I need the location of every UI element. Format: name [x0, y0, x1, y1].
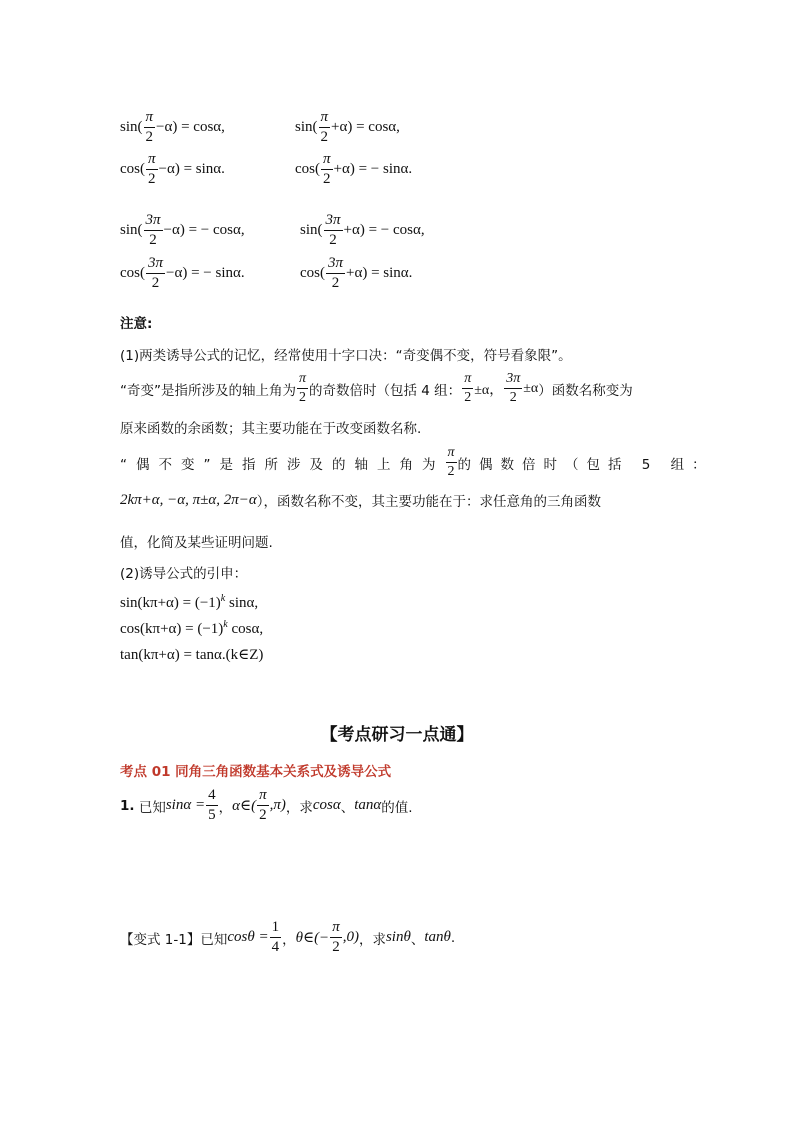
math-text: ±α: [523, 380, 539, 396]
fraction: $\frac{3\pi}{2}$: [506, 371, 521, 405]
formula-text: sin(: [120, 222, 143, 238]
formula-cos-3half-pi-plus: [300, 256, 412, 291]
formula-sin-3half-pi-minus: [120, 213, 245, 248]
text: 的偶数倍时（包括 5 组：: [457, 456, 714, 473]
formula-text: +α) = cosα,: [331, 119, 400, 135]
note-paragraph-4: [120, 445, 714, 479]
note-paragraph-2: [120, 372, 633, 405]
fraction: $\frac{\pi}{2}$: [323, 151, 331, 187]
formula-cos-3half-pi-minus: [120, 256, 245, 291]
fraction: $\frac{\pi}{2}$: [332, 919, 340, 955]
math-text: ±α，: [474, 382, 504, 398]
formula-text: sin(: [295, 119, 318, 135]
fraction: $\frac{1}{4}$: [271, 919, 280, 955]
extension-formula-sin: $\sin(k\pi+\alpha) = (-1)^k$ sinα,: [120, 593, 259, 611]
fraction: $\frac{\pi}{2}$: [299, 371, 307, 405]
fraction: $\frac{\pi}{2}$: [320, 109, 329, 145]
text: “偶不变”是指所涉及的轴上角为: [120, 456, 445, 473]
math-text: 2kπ+α, −α, π±α, 2π−α: [120, 491, 257, 508]
question-variant-1-1: 【变式 1-1】 已知 cosθ = $\frac{1}{4}$ ， θ∈(− $\frac{\pi}{2}$ ,0) ，求 sinθ 、 tanθ .: [120, 919, 456, 955]
fraction: $\frac{\pi}{2}$: [259, 787, 267, 823]
formula-cos-half-pi-minus: [120, 152, 225, 187]
formula-text: cos(: [120, 265, 145, 281]
fraction: $\frac{\pi}{2}$: [464, 371, 472, 405]
formula-text: −α) = cosα,: [156, 119, 225, 135]
fraction: $\frac{3\pi}{2}$: [148, 255, 164, 291]
note-heading: 注意:: [120, 316, 153, 332]
fraction: $\frac{\pi}{2}$: [447, 445, 455, 479]
text: ）函数名称变为: [538, 382, 633, 399]
note-paragraph-3: 原来函数的余函数；其主要功能在于改变函数名称.: [120, 421, 422, 437]
fraction: $\frac{\pi}{2}$: [145, 109, 154, 145]
formula-sin-half-pi-plus: [295, 110, 400, 145]
formula-cos-half-pi-plus: [295, 152, 412, 187]
fraction: $\frac{3\pi}{2}$: [145, 212, 161, 248]
formula-text: −α) = sinα.: [158, 161, 225, 177]
extension-formula-cos: $\cos(k\pi+\alpha) = (-1)^k$ cosα,: [120, 619, 264, 637]
formula-text: +α) = − cosα,: [343, 222, 425, 238]
formula-sin-3half-pi-plus: [300, 213, 425, 248]
section-subtitle: 考点 01 同角三角函数基本关系式及诱导公式: [120, 764, 392, 780]
fraction: $\frac{4}{5}$: [208, 787, 216, 823]
question-1: 1. 已知 sinα = $\frac{4}{5}$ ， α∈( $\frac{\pi}{2}$ ,π) ，求 cosα 、 tanα 的值.: [120, 787, 413, 823]
formula-text: cos(: [120, 161, 145, 177]
formula-text: −α) = − sinα.: [166, 265, 245, 281]
fraction: $\frac{3\pi}{2}$: [325, 212, 341, 248]
text: “奇变”是指所涉及的轴上角为: [120, 382, 296, 399]
formula-text: sin(: [300, 222, 323, 238]
formula-text: cos(: [300, 265, 325, 281]
note-paragraph-1: (1)两类诱导公式的记忆，经常使用十字口决：“奇变偶不变，符号看象限”。: [120, 348, 572, 364]
text: 的奇数倍时（包括 4 组：: [309, 382, 462, 399]
extension-formula-tan: tan(kπ+α) = tanα.(k∈Z): [120, 647, 264, 663]
note-paragraph-6: 值，化简及某些证明问题.: [120, 535, 273, 551]
formula-text: −α) = − cosα,: [163, 222, 245, 238]
fraction: $\frac{3\pi}{2}$: [328, 255, 344, 291]
fraction: $\frac{\pi}{2}$: [148, 151, 156, 187]
formula-text: +α) = − sinα.: [333, 161, 413, 177]
note-paragraph-5: [120, 490, 601, 510]
formula-text: cos(: [295, 161, 320, 177]
formula-text: sin(: [120, 119, 143, 135]
note-paragraph-7: (2)诱导公式的引申：: [120, 566, 248, 582]
formula-text: +α) = sinα.: [346, 265, 413, 281]
text: ），函数名称不变，其主要功能在于：求任意角的三角函数: [256, 494, 602, 510]
section-title: 【考点研习一点通】: [320, 725, 474, 745]
formula-sin-half-pi-minus: [120, 110, 225, 145]
